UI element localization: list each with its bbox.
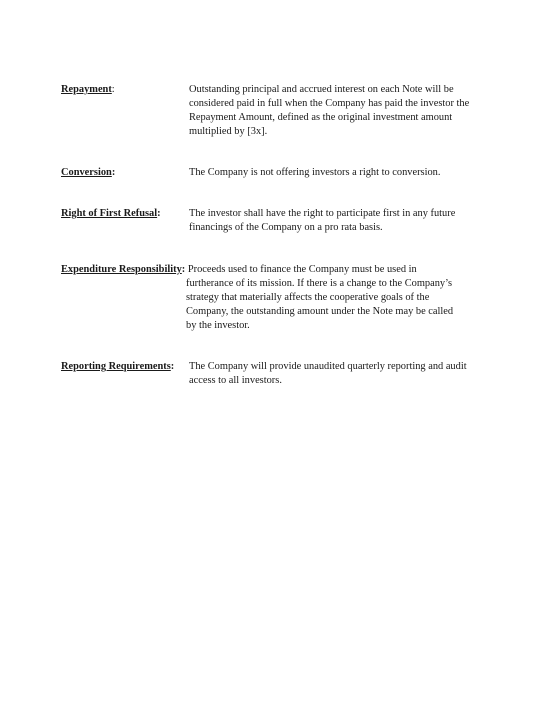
term-body-line: financings of the Company on a pro rata basis.: [189, 222, 383, 233]
term-label: [61, 360, 174, 374]
term-body-line: access to all investors.: [189, 375, 282, 386]
term-label-text: Conversion: [61, 167, 112, 178]
term-body-line: considered paid in full when the Company has paid the investor the: [189, 98, 470, 109]
term-body-line: The investor shall have the right to participate first in any future: [189, 208, 456, 219]
term-label-text: Right of First Refusal: [61, 208, 158, 219]
term-label-colon: :: [170, 361, 175, 372]
term-body: [61, 263, 481, 333]
term-body-line: Repayment Amount, defined as the original investment amount: [189, 112, 453, 123]
term-body-line: Outstanding principal and accrued interest on each Note will be: [189, 84, 454, 95]
term-label-colon: :: [157, 208, 161, 219]
term-body-continuation: [186, 277, 478, 333]
term-body: [189, 207, 481, 235]
term-label-colon: :: [111, 167, 116, 178]
term-expenditure-responsibility: [61, 263, 481, 333]
term-reporting-requirements: [61, 360, 481, 388]
term-label-colon: :: [111, 84, 115, 95]
term-body: [189, 166, 481, 180]
term-label-text: Reporting Requirements: [61, 361, 171, 372]
term-body-line: Proceeds used to finance the Company must be used in: [187, 264, 417, 275]
term-repayment: [61, 83, 481, 139]
term-body-line: by the investor.: [186, 320, 250, 331]
term-right-of-first-refusal: [61, 207, 481, 235]
term-label: [61, 207, 161, 221]
term-label-text: Repayment: [61, 84, 112, 95]
term-body-line: multiplied by [3x].: [189, 126, 268, 137]
term-body-line: The Company will provide unaudited quarterly reporting and audit: [189, 361, 467, 372]
term-first-line: [61, 263, 481, 277]
term-body-line: Company, the outstanding amount under the Note may be called: [186, 306, 454, 317]
term-label: [61, 166, 115, 180]
term-body-line: The Company is not offering investors a right to conversion.: [189, 167, 441, 178]
term-label-text: Expenditure Responsibility: [61, 264, 182, 275]
term-body: [189, 83, 481, 139]
term-body-line: furtherance of its mission. If there is a change to the Company’s: [186, 278, 453, 289]
term-body-line: strategy that materially affects the cooperative goals of the: [186, 292, 430, 303]
term-conversion: [61, 166, 481, 180]
term-label: [61, 83, 115, 97]
term-label-colon: :: [181, 264, 186, 275]
term-body: [189, 360, 481, 388]
